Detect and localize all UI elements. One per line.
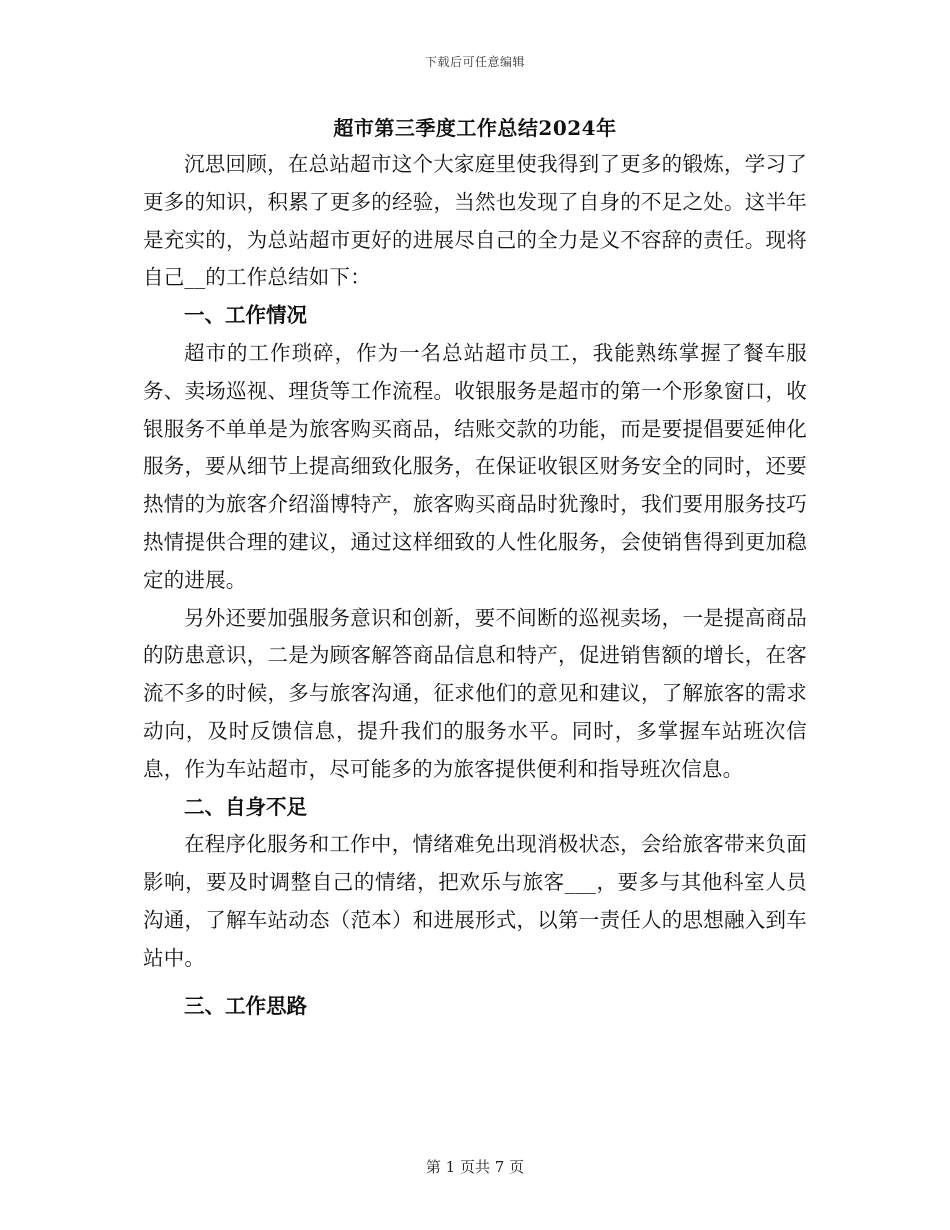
header-note: 下载后可任意编辑	[424, 55, 525, 69]
page-footer: 第 1 页共 7 页	[425, 1158, 525, 1176]
section-heading-shortcomings: 二、自身不足	[184, 794, 307, 819]
section-heading-work-ideas: 三、工作思路	[184, 993, 307, 1018]
paragraph-intro: 沉思回顾，在总站超市这个大家庭里使我得到了更多的锻炼，学习了更多的知识，积累了更多的经验，当然也发现了自身的不足之处。这半年是充实的，为总站超市更好的进展尽自己的全力是义不容辞的责任。现将自己__的工作总结如下：	[143, 152, 807, 290]
paragraph-shortcoming: 在程序化服务和工作中，情绪难免出现消极状态，会给旅客带来负面影响，要及时调整自己的情绪，把欢乐与旅客___，要多与其他科室人员沟通，了解车站动态（范本）和进展形式，以第一责任人的思想融入到车站中。	[143, 832, 807, 970]
section-heading-work-status: 一、工作情况	[184, 303, 307, 328]
document-title: 超市第三季度工作总结2024年	[333, 116, 617, 140]
document-body	[143, 146, 807, 1025]
paragraph-work-2: 另外还要加强服务意识和创新，要不间断的巡视卖场，一是提高商品的防患意识，二是为顾客解答商品信息和特产，促进销售额的增长，在客流不多的时候，多与旅客沟通，征求他们的意见和建议，了解旅客的需求动向，及时反馈信息，提升我们的服务水平。同时，多掌握车站班次信息，作为车站超市，尽可能多的为旅客提供便利和指导班次信息。	[143, 605, 807, 781]
paragraph-work-1: 超市的工作琐碎，作为一名总站超市员工，我能熟练掌握了餐车服务、卖场巡视、理货等工作流程。收银服务是超市的第一个形象窗口，收银服务不单单是为旅客购买商品，结账交款的功能，而是要提倡要延伸化服务，要从细节上提高细致化服务，在保证收银区财务安全的同时，还要热情的为旅客介绍淄博特产，旅客购买商品时犹豫时，我们要用服务技巧热情提供合理的建议，通过这样细致的人性化服务，会使销售得到更加稳定的进展。	[143, 340, 807, 592]
